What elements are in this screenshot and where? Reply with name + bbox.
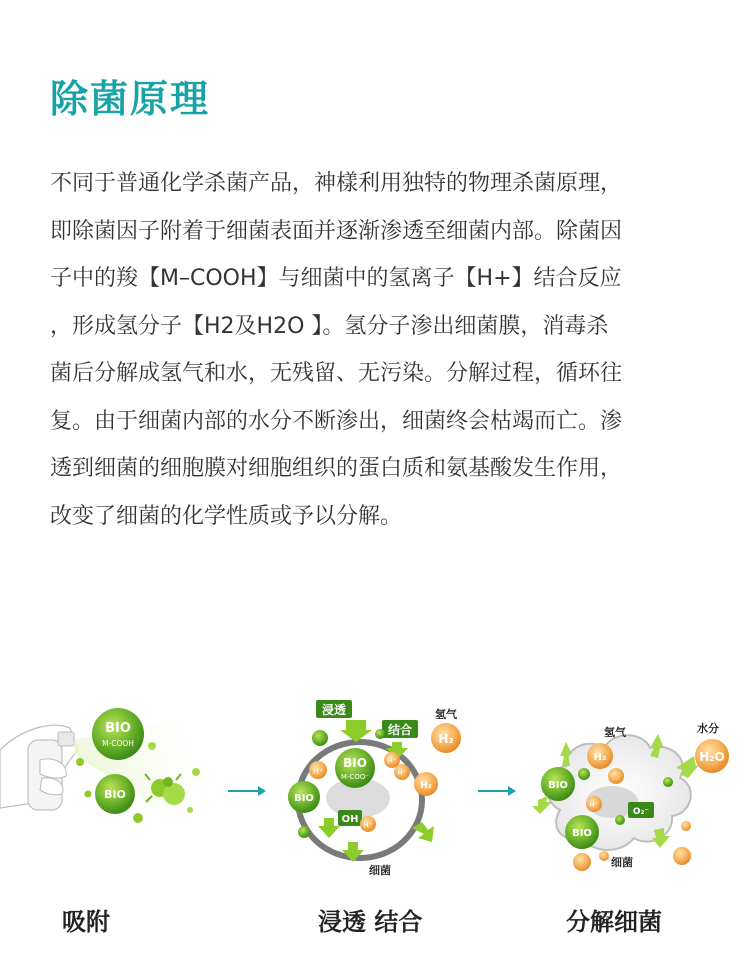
paragraph-line: 子中的羧【M–COOH】与细菌中的氢离子【H+】结合反应 [50, 266, 622, 291]
paragraph-line: 不同于普通化学杀菌产品，神樣利用独特的物理杀菌原理， [50, 171, 623, 196]
h-plus-label: H⁺ [397, 769, 407, 777]
bio-label: BIO [343, 756, 367, 770]
paragraph-line: 菌后分解成氢气和水，无残留、无污染。分解过程，循环往 [50, 361, 623, 386]
arrow-down-icon [340, 720, 372, 742]
mechanism-diagram [0, 690, 750, 890]
bacteria-label: 细菌 [611, 856, 633, 869]
bio-label: BIO [104, 788, 126, 801]
paragraph-line: 即除菌因子附着于细菌表面并逐渐渗透至细菌内部。除菌因 [50, 218, 623, 244]
h2-label: H₂ [593, 752, 607, 763]
paragraph-line: 透到细菌的细胞膜对细胞组织的蛋白质和氨基酸发生作用， [50, 456, 623, 481]
h2-label: H₂ [438, 732, 454, 746]
paragraph-line: 复。由于细菌内部的水分不断渗出，细菌终会枯竭而亡。渗 [50, 408, 623, 434]
water-label: 水分 [697, 722, 719, 735]
stage-penetrate-bind [288, 700, 461, 877]
stage-label-decompose: 分解细菌 [566, 908, 662, 936]
h2o-label: H₂O [699, 750, 725, 764]
bio-label: BIO [105, 721, 131, 736]
stage-label-adsorb: 吸附 [62, 908, 110, 936]
h2-label: H₂ [420, 781, 432, 791]
hydrogen-label: 氢气 [604, 726, 626, 739]
bio-label: BIO [294, 793, 314, 804]
description-paragraph [50, 160, 710, 540]
h-plus-label: H⁺ [387, 757, 397, 765]
h-plus-label: H⁺ [312, 767, 324, 776]
paragraph-line: 改变了细菌的化学性质或予以分解。 [50, 503, 403, 529]
bio-label: BIO [572, 828, 592, 839]
oh-label: OH [341, 814, 359, 825]
paragraph-line: ，形成氢分子【H2及H2O 】。氢分子渗出细菌膜，消毒杀 [50, 313, 609, 339]
page-title: 除菌原理 [50, 77, 211, 121]
bio-sublabel: M-COO⁻ [340, 773, 370, 781]
stage-decompose [532, 721, 729, 871]
arrow-right-icon [478, 786, 516, 796]
tag-penetrate-label: 浸透 [321, 703, 347, 717]
hydrogen-label: 氢气 [435, 708, 457, 721]
h-plus-label: H⁺ [363, 821, 373, 829]
h-plus-label: H⁺ [589, 801, 599, 809]
bio-sublabel: M-COOH [102, 739, 134, 748]
stage-label-penetrate-bind: 浸透 结合 [318, 908, 423, 936]
o2-label: O₂⁻ [632, 807, 650, 817]
bacteria-label: 细菌 [369, 864, 391, 877]
stage-adsorb [0, 708, 220, 850]
tag-bind-label: 结合 [387, 723, 413, 737]
arrow-right-icon [228, 786, 266, 796]
bio-label: BIO [548, 780, 568, 791]
spray-hand-icon [0, 725, 78, 810]
